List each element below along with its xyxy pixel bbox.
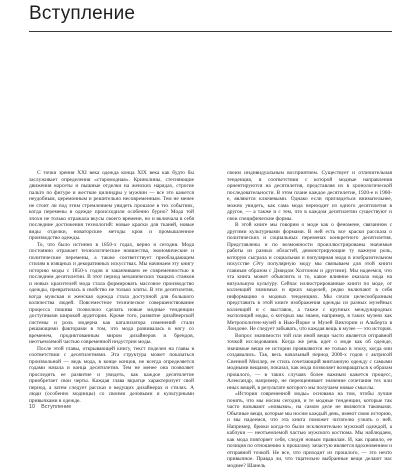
paragraph: С точки зрения XXI века одежда конца XIX века как будто бы заслуживает определения «старомодная». Кринолины, стесняющие движения корсеты и пышные отделки на женских нарядах, строгие пальто по фигуре и жесткие цилиндры у мужчин — все это кажется неудобным, церемонным и решительно несовременным. Тем не менее не стоит ли под этим стремлением увидеть прошлое в тех событиях, когда перемены в одежде происходили особенно бурно? Мода той эпохи не только отражала вкусы своего времени, но и включала в себя последние достижения технологий: новые краски для тканей, новые виды отделки, новаторские методы кроя и промышленное производство одежды.: [29, 170, 194, 241]
right-column: [227, 170, 392, 469]
paragraph: своим индивидуальным восприятием. Существует и отличительная тенденция, в соответствии с которой модные направления ориентируются на десятилетия, представляя их в хронологической последовательности. В этом плане каждое десятилетие, 1920-е и 1960-е, являются ключевыми. Однако если приглядеться внимательнее, можно увидеть, как сама мода переходит из одного десятилетия в другое, — а также и с тем, что в каждом десятилетии существуют и свои специфические формы.: [227, 170, 392, 222]
paragraph: «История современной моды» основана на том, чтобы лучше понять, что мы носим сегодня, и те модные тенденции, которые так часто называют «новыми», на самом деле не являются таковыми. Обычные вещи, которые мы носим каждый день, имеют свою историю, и мы надеемся, что эта книга поможет читателю узнать о ней. Например, брюки когда-то были исключительно мужской одеждой, а каблуки — неотъемлемой частью мужского костюма. Мы наблюдаем, как мода повторяет себя, следуя новым правилам. И, как правило, ее позиция по отношению к прошлому зачастую является вдохновением и отправной точкой. Не все, что приходит из прошлого, — это нечто привычное. Правда ли, что тщательно выбранные вещи делают нас моднее? Шанель: [227, 391, 392, 469]
title-rule: [29, 31, 392, 32]
footer-section-title: Вступление: [41, 404, 72, 410]
paragraph: То, что было истинно в 1850-х годах, верно и сегодня. Мода постоянно отражает технологические новшества, экономические и политические перемены, а также соответствует преобладающим стилям в изящных и декоративных искусствах. Мы начинаем эту книгу историю моды с 1850-х годов и заканчиваем ее современностью в последнем десятилетии. В этот период механических ткацких станков и новых красителей мода стала формировать массовое производство одежды, превратилась в свойство не только элиты. В эти десятилетия, когда мужская и женская одежда стала доступной для большого количества людей. Повсеместное техническое совершенствование процесса пошива позволило сделать новые модные тенденции доступными широкой аудитории. Кроме того, развитие дизайнерской системы и роль модерна как катализатора изменений стали решающими факторами в том, что мода развивалась в ногу со временем, продиктованным миром дизайнеров и брендов, неотъемлемой частью современной индустрии моды.: [29, 241, 194, 345]
page-footer: [29, 404, 71, 410]
paragraph: Вопрос значимости той или иной вещи часто является отправной точкой исследования. Когда же речь идет о моде как об одежде, значимые вещи ее истории проявляются не только в эпоху, когда они создавались. Так, весь начальный период 2000-х годов с актрисой Сиенной Миллер, ее стиль сочетающий винтажную одежду с самыми модными вещами, показал, как мода позволяет возвращаться к образам прошлого, — в таких случаях более важным кажется процесс, Александр, например, не переоценивает значение сочетания тех или иных вещей, в результате которого мы получаем новые смыслы.: [227, 332, 392, 391]
paragraph: В этой книге мы говорим о моде как о феномене, связанном с другими культурными формами. В ней есть все краски рассказа о политических и социальных переменах конкретного десятилетия. Представлены и по возможности проиллюстрированы значимые работы из разных областей, демонстрирующие ту важную роль, которую сыграла и социальная и популярная мода в изобразительном искусстве (Эту популярную моду мы связываем для этой книги главным образом с Дэвидом Холтоном и другими). Мы надеемся, что эта книга может объяснить и то, какое влияние оказала мода на визуальную культуру. Сейчас иллюстрированные книги по моде, от коллекций значимых и ярких моделей, редко включают в себя информацию о модных тенденциях. Мы сочли целесообразным представить в этой книге изображения одежды из разных музейных коллекций и с выставок, а также с крупных международных экспозиций моды, о которых мы знаем, например, в таких музеях как Метрополитен-музей в Нью-Йорке и Музей Виктории и Альберта в Лондоне. Не следует забывать, что каждая вещь в музее — это история.: [227, 222, 392, 332]
page-title: Вступление: [29, 3, 136, 24]
paragraph: После этой главы, открывающей книгу, текст поделен на главы в соответствии с десятилетиями. Эта структура может показаться произвольной — ведь мода, в конце концов, не всегда определяется годами начала и конца десятилетия. Тем не менее она позволяет проследить ее развитие и увидеть, как каждое десятилетие приобретает свои черты. Каждая глава вкратце характеризует свой период, а затем следует рассказ о ведущих дизайнерах и стилях. А люди (особенно модницы) со своими деловыми и культурными привычками в одежде.: [29, 345, 194, 404]
left-column: [29, 170, 194, 404]
page-number: 10: [29, 404, 36, 410]
